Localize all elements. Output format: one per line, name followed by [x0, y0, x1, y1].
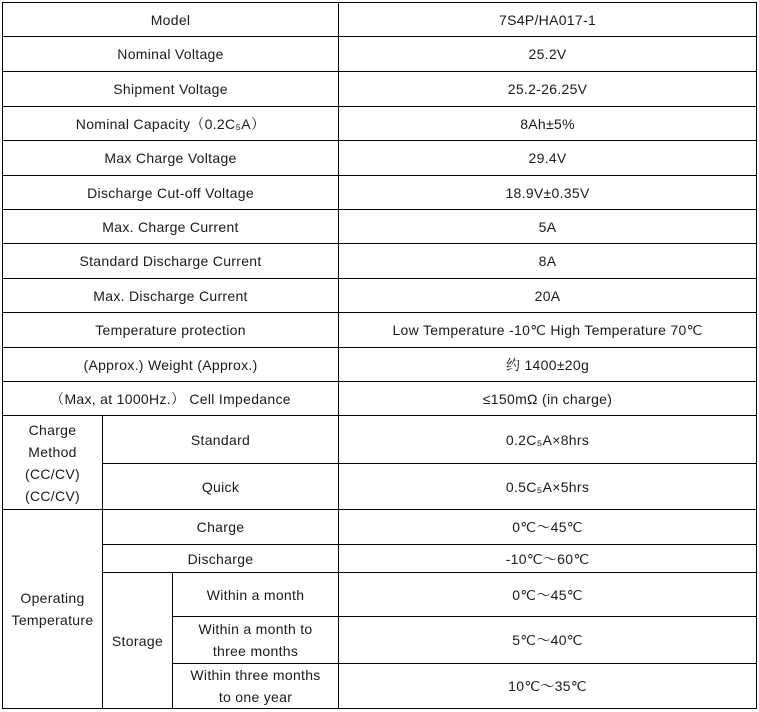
row-operating-discharge: [3, 545, 757, 573]
operating-charge-label: Charge: [103, 510, 339, 545]
max-charge-voltage-value: 29.4V: [339, 141, 757, 176]
row-charge-method-standard: [3, 416, 757, 464]
max-charge-voltage-label: Max Charge Voltage: [3, 141, 339, 176]
shipment-voltage-label: Shipment Voltage: [3, 72, 339, 107]
shipment-voltage-value: 25.2-26.25V: [339, 72, 757, 107]
row-weight: [3, 348, 757, 382]
row-operating-charge: [3, 510, 757, 545]
charge-method-quick-label: Quick: [103, 464, 339, 510]
storage-year-value: 10℃～35℃: [339, 664, 757, 709]
storage-month-label: Within a month: [173, 573, 339, 617]
weight-label: (Approx.) Weight (Approx.): [3, 348, 339, 382]
max-discharge-current-label: Max. Discharge Current: [3, 279, 339, 313]
standard-discharge-current-value: 8A: [339, 244, 757, 279]
row-model: [3, 3, 757, 37]
charge-method-standard-value: 0.2C₅A×8hrs: [339, 416, 757, 464]
max-discharge-current-value: 20A: [339, 279, 757, 313]
row-standard-discharge-current: [3, 244, 757, 279]
row-shipment-voltage: [3, 72, 757, 107]
charge-method-standard-label: Standard: [103, 416, 339, 464]
temperature-protection-value: Low Temperature -10℃ High Temperature 70℃: [339, 313, 757, 348]
storage-month-value: 0℃～45℃: [339, 573, 757, 617]
model-label: Model: [3, 3, 339, 37]
operating-temperature-label: Operating Temperature: [3, 510, 103, 709]
row-nominal-capacity: [3, 107, 757, 141]
storage-three-months-label: Within a month to three months: [173, 617, 339, 664]
discharge-cutoff-label: Discharge Cut-off Voltage: [3, 176, 339, 210]
operating-discharge-label: Discharge: [103, 545, 339, 573]
row-charge-method-quick: [3, 464, 757, 510]
row-storage-month: [3, 573, 757, 617]
discharge-cutoff-value: 18.9V±0.35V: [339, 176, 757, 210]
model-value: 7S4P/HA017-1: [339, 3, 757, 37]
battery-spec-table: [2, 2, 757, 709]
max-charge-current-label: Max. Charge Current: [3, 210, 339, 244]
operating-charge-value: 0℃～45℃: [339, 510, 757, 545]
temperature-protection-label: Temperature protection: [3, 313, 339, 348]
storage-label: Storage: [103, 573, 173, 709]
row-discharge-cutoff: [3, 176, 757, 210]
row-max-discharge-current: [3, 279, 757, 313]
cell-impedance-value: ≤150mΩ (in charge): [339, 382, 757, 416]
operating-discharge-value: -10℃～60℃: [339, 545, 757, 573]
storage-year-label: Within three months to one year: [173, 664, 339, 709]
nominal-voltage-value: 25.2V: [339, 37, 757, 72]
cell-impedance-label: （Max, at 1000Hz.） Cell Impedance: [3, 382, 339, 416]
row-max-charge-current: [3, 210, 757, 244]
nominal-capacity-label: Nominal Capacity（0.2C₅A）: [3, 107, 339, 141]
charge-method-label: Charge Method (CC/CV) (CC/CV): [3, 416, 103, 510]
max-charge-current-value: 5A: [339, 210, 757, 244]
row-temperature-protection: [3, 313, 757, 348]
standard-discharge-current-label: Standard Discharge Current: [3, 244, 339, 279]
weight-value: 约 1400±20g: [339, 348, 757, 382]
row-nominal-voltage: [3, 37, 757, 72]
nominal-capacity-value: 8Ah±5%: [339, 107, 757, 141]
storage-three-months-value: 5℃～40℃: [339, 617, 757, 664]
row-cell-impedance: [3, 382, 757, 416]
charge-method-quick-value: 0.5C₅A×5hrs: [339, 464, 757, 510]
nominal-voltage-label: Nominal Voltage: [3, 37, 339, 72]
row-max-charge-voltage: [3, 141, 757, 176]
